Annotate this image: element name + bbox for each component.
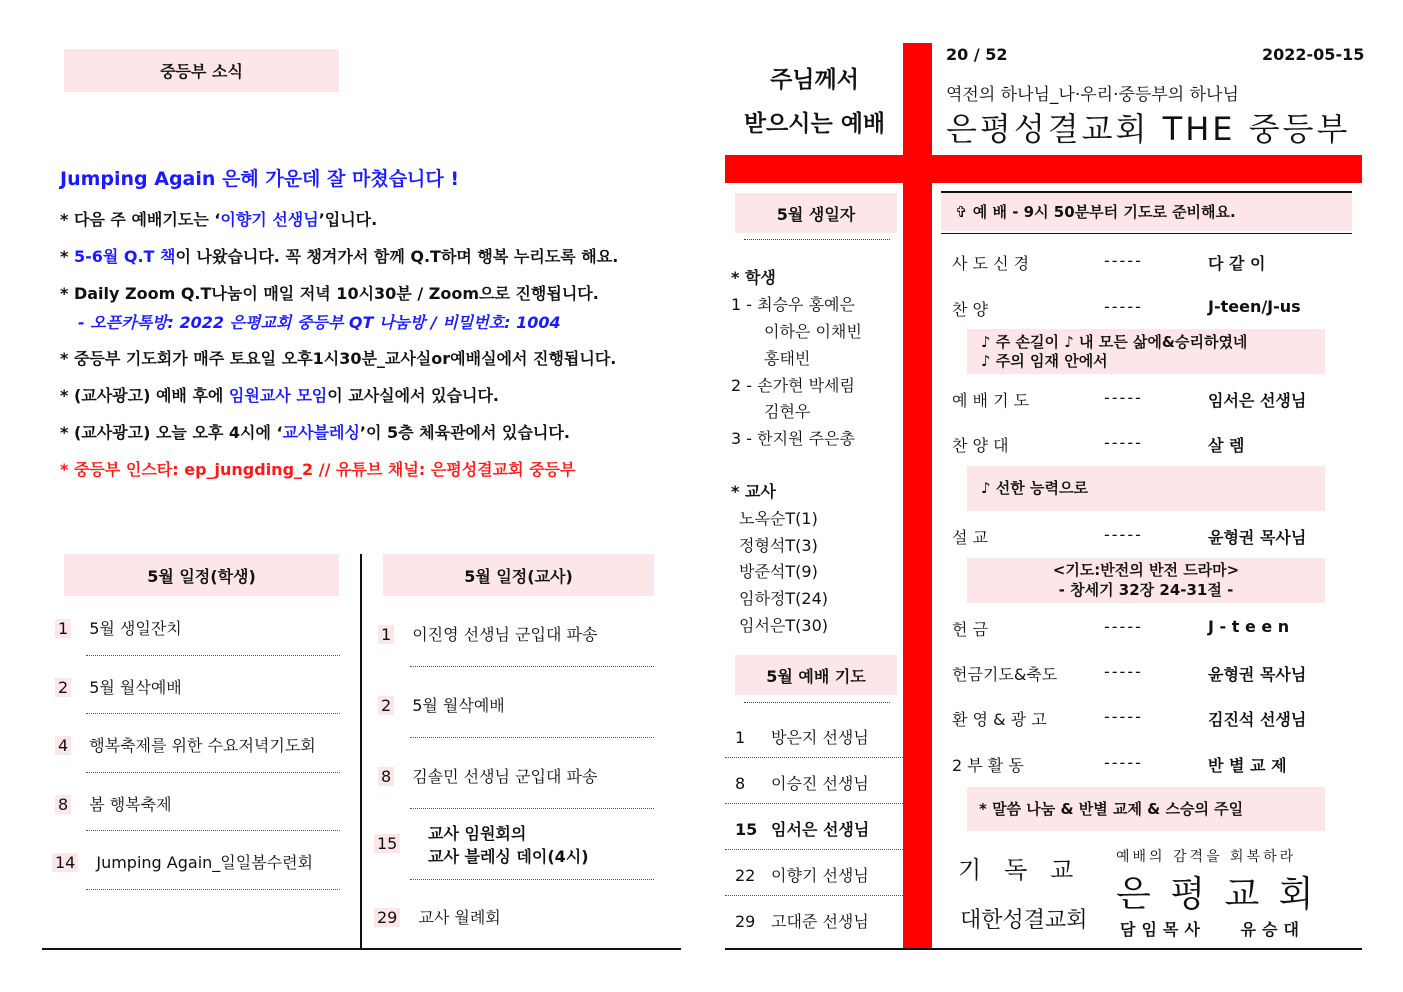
divider <box>86 772 340 773</box>
divider <box>725 757 903 758</box>
birthday-row: 2 - 손가현 박세림 <box>731 376 855 395</box>
order-row: 찬 양 대 ----- 살 렘 <box>952 433 1245 455</box>
prayer-row: 1 방은지 선생님 <box>735 728 869 747</box>
divider <box>86 889 340 890</box>
student-schedule-title: 5월 일정(학생) <box>64 554 339 596</box>
teachers-label: * 교사 <box>731 482 776 501</box>
order-row: 헌 금 ----- J - t e e n <box>952 617 1290 639</box>
teacher-birthday: 임서은T(30) <box>739 616 828 635</box>
footer-motto: 예배의 감격을 회복하라 <box>1116 849 1297 865</box>
order-row: 예 배 기 도 ----- 임서은 선생님 <box>952 388 1307 410</box>
ornament-divider <box>744 702 890 703</box>
news-item-1: * 다음 주 예배기도는 ‘이향기 선생님’입니다. <box>60 210 378 229</box>
issue-number: 20 / 52 <box>946 45 1008 64</box>
divider <box>86 830 340 831</box>
divider <box>410 808 654 809</box>
subtitle: 역전의 하나님_나·우리·중등부의 하나님 <box>946 85 1239 105</box>
birthday-row: 이하은 이채빈 <box>764 322 862 341</box>
footer-pastor: 담임목사 유승대 <box>1120 920 1305 939</box>
slogan: 주님께서 받으시는 예배 <box>743 67 886 137</box>
headline: Jumping Again 은혜 가운데 잘 마쳤습니다 ! <box>60 168 460 190</box>
worship-header-rule <box>941 233 1352 234</box>
footer-christian: 기 독 교 <box>958 856 1074 884</box>
ornament-divider <box>744 239 890 240</box>
students-label: * 학생 <box>731 268 776 287</box>
news-item-6: * (교사광고) 오늘 오후 4시에 ‘교사블레싱’이 5층 체육관에서 있습니다. <box>60 423 570 442</box>
teacher-schedule-row: 8 김솔민 선생님 군입대 파송 <box>378 764 597 787</box>
divider <box>86 655 340 656</box>
teacher-birthday: 정형석T(3) <box>739 536 818 555</box>
bottom-rule-left <box>42 948 681 950</box>
teacher-schedule-title: 5월 일정(교사) <box>383 554 654 596</box>
divider <box>410 879 654 880</box>
bottom-rule-right <box>725 948 1362 950</box>
teacher-schedule-row: 29 교사 월례회 <box>374 905 501 928</box>
news-item-2: * 5-6월 Q.T 책이 나왔습니다. 꼭 챙겨가서 함께 Q.T하며 행복 누리도록 해요. <box>60 247 619 266</box>
divider <box>725 895 903 896</box>
teacher-birthday: 노옥순T(1) <box>739 509 818 528</box>
divider <box>410 737 654 738</box>
news-item-3: * Daily Zoom Q.T나눔이 매일 저녁 10시30분 / Zoom으로 진행됩니다. <box>60 284 599 303</box>
song-note: ♪ 주 손길이 ♪ 내 모든 삶에&승리하였네 ♪ 주의 임재 안에서 <box>967 329 1325 374</box>
sermon-note: <기도:반전의 반전 드라마> - 창세기 32장 24-31절 - <box>967 558 1325 603</box>
teacher-birthday: 방준석T(9) <box>739 562 818 581</box>
prayer-row: 22 이향기 선생님 <box>735 866 869 885</box>
insta-info: * 중등부 인스타: ep_jungding_2 // 유튜브 채널: 은평성결교회 중등부 <box>60 460 576 479</box>
kakao-info: - 오픈카톡방: 2022 은평교회 중등부 QT 나눔방 / 비밀번호: 1004 <box>78 313 561 332</box>
student-schedule-row: 4 행복축제를 위한 수요저녁기도회 <box>55 733 316 756</box>
student-schedule-row: 1 5월 생일잔치 <box>55 616 182 639</box>
birthday-row: 3 - 한지원 주은총 <box>731 429 855 448</box>
birthday-row: 김현우 <box>764 402 811 421</box>
order-row: 사 도 신 경 ----- 다 같 이 <box>952 251 1266 273</box>
student-schedule-row: 8 봄 행복축제 <box>55 792 172 815</box>
footer-church-name: 은 평 교 회 <box>1116 874 1318 915</box>
student-schedule-row: 2 5월 월삭예배 <box>55 675 182 698</box>
order-row: 헌금기도&축도 ----- 윤형권 목사님 <box>952 662 1307 684</box>
prayer-title: 5월 예배 기도 <box>735 655 897 695</box>
issue-date: 2022-05-15 <box>1262 45 1365 64</box>
choir-note: ♪ 선한 능력으로 <box>967 466 1325 511</box>
church-title: 은평성결교회 THE 중등부 <box>946 110 1351 148</box>
cross-horizontal <box>725 155 1362 183</box>
teacher-birthday: 임하정T(24) <box>739 589 828 608</box>
prayer-row: 15 임서은 선생님 <box>735 820 870 839</box>
divider <box>725 849 903 850</box>
news-item-4: * 중등부 기도회가 매주 토요일 오후1시30분_교사실or예배실에서 진행됩니다. <box>60 349 617 368</box>
teacher-schedule-row: 1 이진영 선생님 군입대 파송 <box>378 622 597 645</box>
order-row: 설 교 ----- 윤형권 목사님 <box>952 525 1307 547</box>
divider <box>725 803 903 804</box>
teacher-schedule-row: 15 <box>374 834 418 853</box>
news-header: 중등부 소식 <box>64 49 339 92</box>
order-row: 찬 양 ----- J-teen/J-us <box>952 297 1301 319</box>
birthday-title: 5월 생일자 <box>735 193 897 233</box>
teacher-schedule-row: 2 5월 월삭예배 <box>378 693 505 716</box>
teacher-schedule-event: 교사 임원회의 교사 블레싱 데이(4시) <box>428 824 589 866</box>
student-schedule-row: 14 Jumping Again_일일봄수련회 <box>52 850 313 873</box>
divider <box>86 713 340 714</box>
prayer-row: 29 고대준 선생님 <box>735 912 869 931</box>
news-item-5: * (교사광고) 예배 후에 임원교사 모임이 교사실에서 있습니다. <box>60 386 500 405</box>
order-row: 2 부 활 동 ----- 반 별 교 제 <box>952 753 1287 775</box>
footer-denomination: 대한성결교회 <box>960 908 1088 933</box>
prayer-row: 8 이승진 선생님 <box>735 774 869 793</box>
column-divider <box>360 554 362 950</box>
worship-header: ✞ 예 배 - 9시 50분부터 기도로 준비해요. <box>941 193 1352 231</box>
activity-note: * 말씀 나눔 & 반별 교제 & 스승의 주일 <box>967 787 1325 831</box>
birthday-row: 홍태빈 <box>764 349 811 368</box>
order-row: 환 영 & 광 고 ----- 김진석 선생님 <box>952 707 1307 729</box>
birthday-row: 1 - 최승우 홍예은 <box>731 295 855 314</box>
divider <box>410 666 654 667</box>
